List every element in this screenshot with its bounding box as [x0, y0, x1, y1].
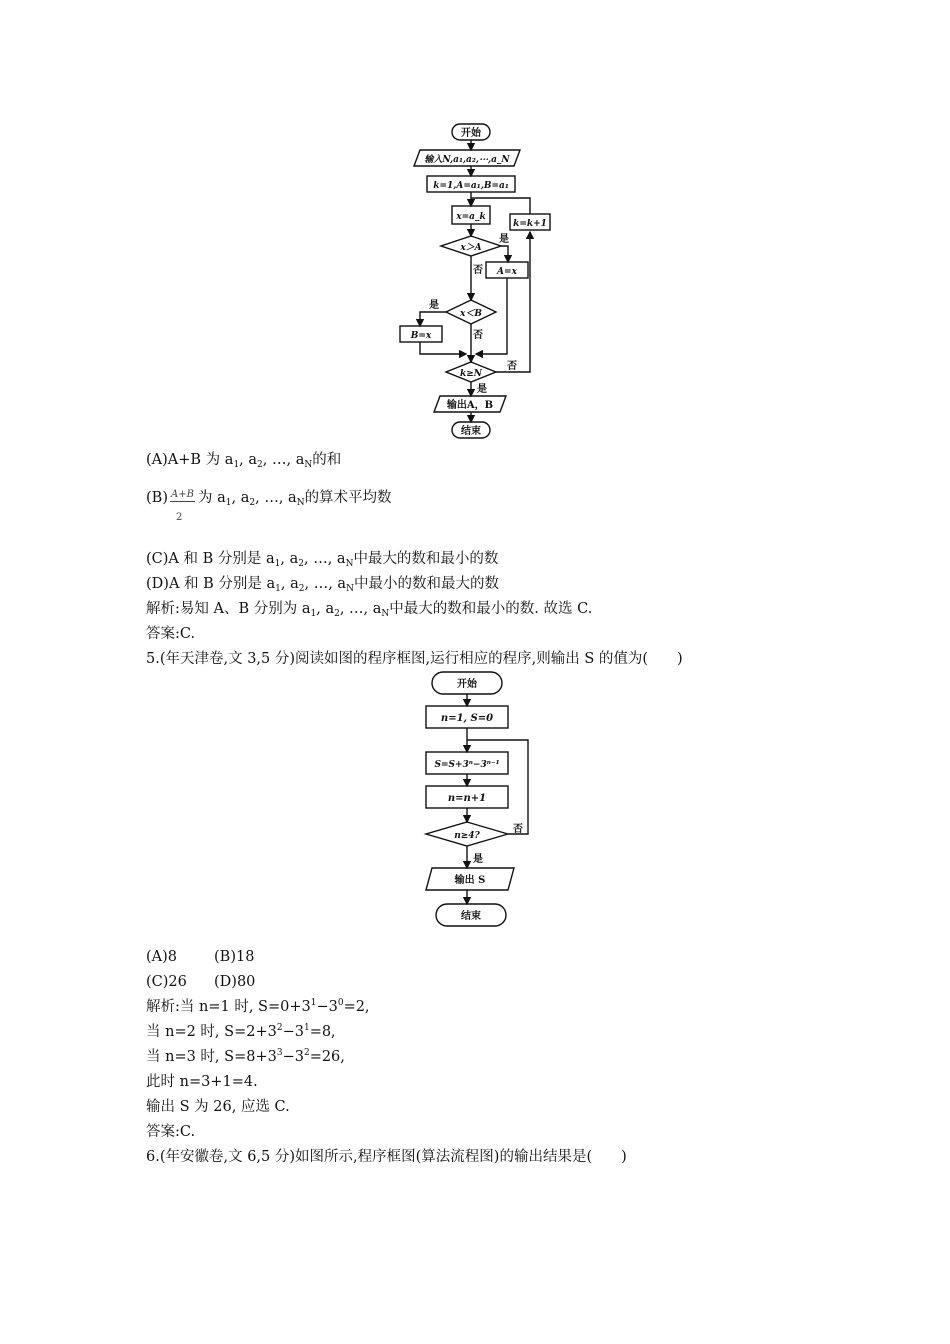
- fc1-no-k-text: 否: [507, 361, 517, 372]
- q5-options-cd: [146, 972, 255, 992]
- fc2-start-text: 开始: [457, 679, 477, 690]
- q5-solution-line-1: 解析:当 n=1 时, $S=0+3^1-3^0=2$,: [146, 998, 370, 1015]
- q5-stem: 5.(年天津卷,文 3,5 分)阅读如图的程序框图,运行相应的程序,则输出 S 的值为( ): [146, 651, 683, 667]
- fc2-inc-n-text: n=n+1: [447, 793, 487, 804]
- fc2-init-text: n=1, S=0: [440, 713, 494, 724]
- fc1-assign-x-text: x=a_k: [456, 212, 486, 222]
- fc1-cond-b-text: x＜B: [460, 309, 482, 319]
- q5-option-a: (A)8: [146, 949, 178, 965]
- q5-solution-line-4: 此时 n=3+1=4.: [146, 1074, 258, 1090]
- q4-option-a: (A)A+B 为 $a_1$, $a_2$, …, $a_N$的和: [146, 452, 342, 470]
- fc2-update-s-text: S=S+3ⁿ−3ⁿ⁻¹: [434, 760, 500, 770]
- fc1-input-text: 输入N,a₁,a₂,⋯,a_N: [424, 155, 510, 165]
- fc1-start-text: 开始: [461, 128, 481, 139]
- q5-option-d: (D)80: [214, 974, 256, 990]
- fc1-end-text: 结束: [461, 426, 481, 437]
- q6-stem: 6.(年安徽卷,文 6,5 分)如图所示,程序框图(算法流程图)的输出结果是( ): [146, 1149, 627, 1165]
- q5-solution-line-3: 当 n=3 时, $S=8+3^3-3^2=26$,: [146, 1048, 345, 1065]
- flowchart-min-max: [390, 118, 560, 446]
- fc1-inc-k-text: k=k+1: [513, 219, 547, 229]
- q5-solution-line-2: 当 n=2 时, $S=2+3^2-3^1=8$,: [146, 1023, 336, 1040]
- fc1-output-text: 输出A，B: [446, 400, 494, 411]
- q4-option-c: (C)A 和 B 分别是 $a_1$, $a_2$, …, $a_N$中最大的数和最小的数: [146, 551, 499, 569]
- q5-solution-line-5: 输出 S 为 26, 应选 C.: [146, 1099, 290, 1115]
- q5-options-ab: [146, 947, 254, 967]
- fc1-set-a-text: A=x: [497, 267, 517, 277]
- fc1-cond-a-text: x＞A: [460, 243, 482, 253]
- fc1-yes-b-text: 是: [429, 300, 439, 311]
- q5-answer: 答案:C.: [146, 1124, 196, 1140]
- q4-solution: 解析:易知 A、B 分别为 $a_1$, $a_2$, …, $a_N$中最大的数和最小的数. 故选 C.: [146, 601, 593, 619]
- fc2-cond-text: n≥4?: [454, 831, 480, 841]
- q4-answer: 答案:C.: [146, 626, 196, 642]
- q5-option-c: (C)26: [146, 974, 187, 990]
- fc1-no-b-text: 否: [473, 330, 483, 341]
- fc1-no-a-text: 否: [473, 265, 483, 276]
- fc1-yes-a-text: 是: [499, 234, 509, 245]
- fc2-end-text: 结束: [461, 911, 481, 922]
- fc1-set-b-text: B=x: [410, 331, 432, 341]
- flowchart-sum-loop: [416, 666, 556, 934]
- fc2-output-text: 输出 S: [454, 875, 486, 886]
- q5-option-b: (B)18: [214, 949, 255, 965]
- fc1-yes-k-text: 是: [477, 384, 487, 395]
- q4-option-b: (B) $\frac{A+B}{2}$ 为 $a_1$, $a_2$, …, $a_N$的算术平均数: [146, 489, 392, 523]
- fraction-a-plus-b-over-2: $\frac{A+B}{2}$: [170, 489, 194, 523]
- fc2-yes-text: 是: [473, 854, 483, 865]
- fc2-no-text: 否: [513, 824, 523, 835]
- fc1-init-text: k=1,A=a₁,B=a₁: [433, 181, 509, 191]
- q4-option-d: (D)A 和 B 分别是 $a_1$, $a_2$, …, $a_N$中最小的数和最大的数: [146, 576, 499, 594]
- fc1-cond-k-text: k≥N: [459, 369, 483, 379]
